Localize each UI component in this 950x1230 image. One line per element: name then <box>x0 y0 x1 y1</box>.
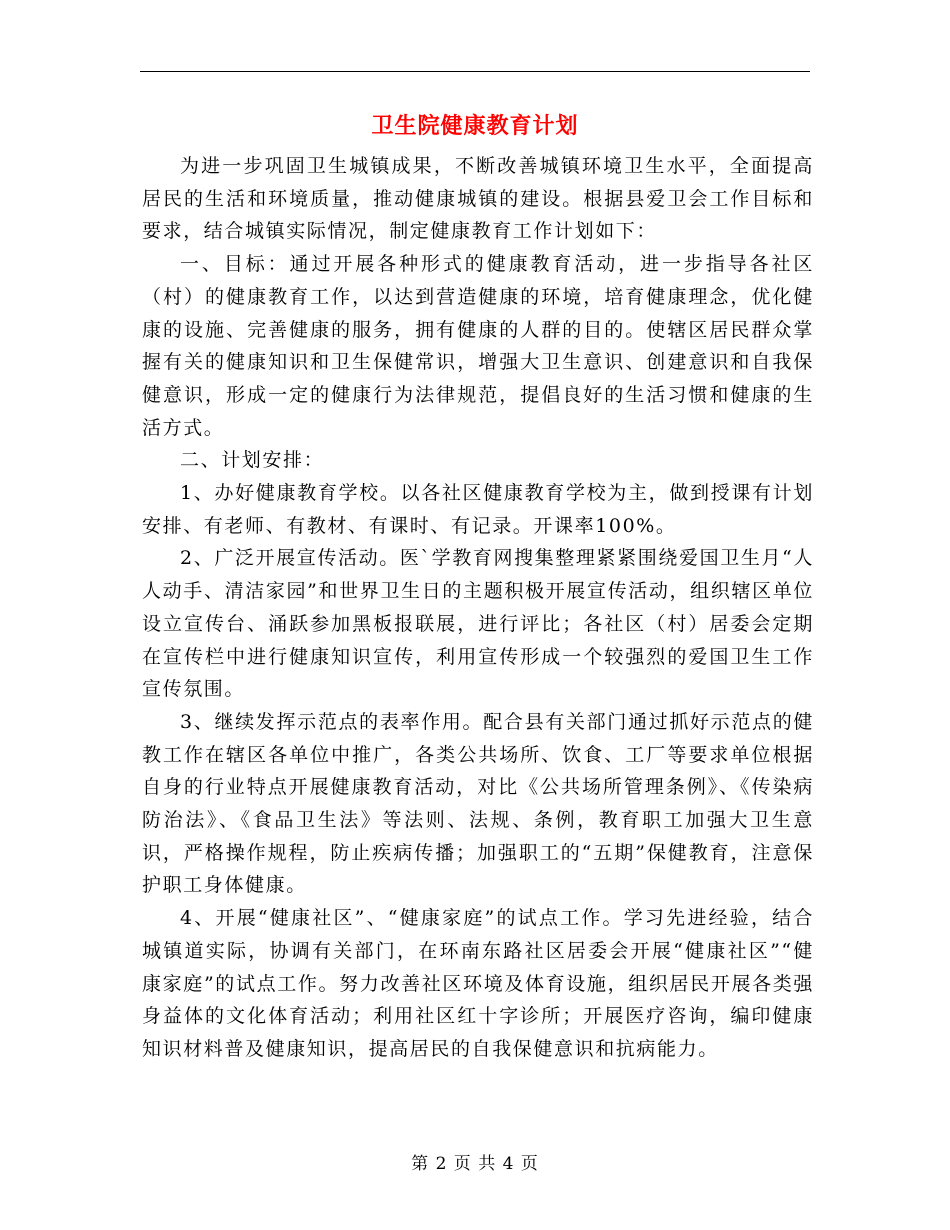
document-title: 卫生院健康教育计划 <box>371 113 579 139</box>
paragraph-item-1: 1、办好健康教育学校。以各社区健康教育学校为主，做到授课有计划安排、有老师、有教材、有课时、有记录。开课率100%。 <box>142 482 814 537</box>
paragraph-item-2: 2、广泛开展宣传活动。医`学教育网搜集整理紧紧围绕爱国卫生月“人人动手、清洁家园”和世界卫生日的主题积极开展宣传活动，组织辖区单位设立宣传台、涌跃参加黑板报联展，进行评比；各社区（村）居委会定期在宣传栏中进行健康知识宣传，利用宣传形成一个较强烈的爱国卫生工作宣传氛围。 <box>142 547 814 701</box>
page-number-footer: 第 2 页 共 4 页 <box>411 1154 539 1174</box>
paragraph-item-3: 3、继续发挥示范点的表率作用。配合县有关部门通过抓好示范点的健教工作在辖区各单位中推广，各类公共场所、饮食、工厂等要求单位根据自身的行业特点开展健康教育活动，对比《公共场所管理条例》、《传染病防治法》、《食品卫生法》等法则、法规、条例，教育职工加强大卫生意识，严格操作规程，防止疾病传播；加强职工的“五期”保健教育，注意保护职工身体健康。 <box>142 710 814 897</box>
document-body <box>142 150 814 1066</box>
paragraph-intro: 为进一步巩固卫生城镇成果，不断改善城镇环境卫生水平，全面提高居民的生活和环境质量，推动健康城镇的建设。根据县爱卫会工作目标和要求，结合城镇实际情况，制定健康教育工作计划如下： <box>142 155 814 243</box>
paragraph-goal: 一、目标：通过开展各种形式的健康教育活动，进一步指导各社区（村）的健康教育工作，以达到营造健康的环境，培育健康理念，优化健康的设施、完善健康的服务，拥有健康的人群的目的。使辖区居民群众掌握有关的健康知识和卫生保健常识，增强大卫生意识、创建意识和自我保健意识，形成一定的健康行为法律规范，提倡良好的生活习惯和健康的生活方式。 <box>142 253 814 439</box>
paragraph-item-4: 4、开展“健康社区”、“健康家庭”的试点工作。学习先进经验，结合城镇道实际，协调有关部门，在环南东路社区居委会开展“健康社区”“健康家庭”的试点工作。努力改善社区环境及体育设施，组织居民开展各类强身益体的文化体育活动；利用社区红十字诊所；开展医疗咨询，编印健康知识材料普及健康知识，提高居民的自我保健意识和抗病能力。 <box>142 907 814 1060</box>
header-rule <box>140 71 810 72</box>
paragraph-plan-heading: 二、计划安排： <box>180 449 325 472</box>
